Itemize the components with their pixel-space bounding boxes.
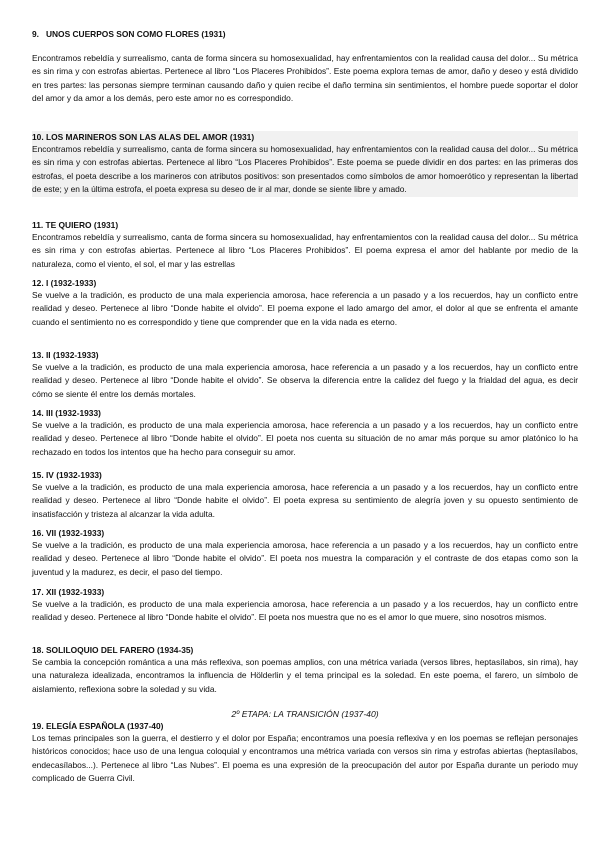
section-body: Encontramos rebeldía y surrealismo, canta de forma sincera su homosexualidad, hay enfrentamientos con la realidad causa del dolor... Su métrica es sin rima y con estrofas abiertas. Pertenece al libro “Los Placeres Prohibidos”. Este poema se puede dividir en dos partes: en las primeras dos estrofas, el poeta describe a los marineros con atributos positivos: son presentados como símbolos de amor homoerótico y representan la libertad de este; y en la última estrofa, el poeta expresa su deseo de ir al mar, donde se siente libre y amado.	[32, 144, 578, 195]
section-heading: 17. XII (1932-1933)	[32, 587, 105, 597]
section-17	[32, 586, 578, 625]
section-18	[32, 644, 578, 696]
section-body: Se vuelve a la tradición, es producto de una mala experiencia amorosa, hace referencia a un pasado y a los recuerdos, hay un conflicto entre realidad y deseo. Pertenece al libro “Donde habite el olvido”. El poeta nos muestra la comparación y el contraste de dos etapas como son la juventud y la madurez, es decir, el paso del tiempo.	[32, 540, 578, 577]
section-body: Se vuelve a la tradición, es producto de una mala experiencia amorosa, hace referencia a un pasado y a los recuerdos, hay un conflicto entre realidad y deseo. Pertenece al libro “Donde habite el olvido”. El poema expone el lado amargo del amor, el dolor al que se enfrenta el amante cuando el sentimiento no es correspondido y tiene que comprender que en la vida nada es eterno.	[32, 290, 578, 327]
section-heading: 14. III (1932-1933)	[32, 408, 101, 418]
section-heading: 10. LOS MARINEROS SON LAS ALAS DEL AMOR (1931)	[32, 132, 255, 142]
section-body: Se vuelve a la tradición, es producto de una mala experiencia amorosa, hace referencia a un pasado y a los recuerdos, hay un conflicto entre realidad y deseo. Pertenece al libro “Donde habite el olvido”. El poeta expresa su sentimiento de alegría joven y su opuesto sentimiento de insatisfacción y tristeza al alcanzar la vida adulta.	[32, 482, 578, 519]
section-14	[32, 407, 578, 459]
section-11	[32, 219, 578, 271]
section-heading: 9. UNOS CUERPOS SON COMO FLORES (1931)	[32, 29, 226, 39]
section-15	[32, 469, 578, 521]
section-heading: 16. VII (1932-1933)	[32, 528, 105, 538]
section-10	[32, 131, 578, 197]
section-body: Encontramos rebeldía y surrealismo, canta de forma sincera su homosexualidad, hay enfrentamientos con la realidad causa del dolor... Su métrica es sin rima y con estrofas abiertas. Pertenece al libro “Los Placeres Prohibidos”. El poema expresa el amor del hablante por medio de la naturaleza, como el viento, el sol, el mar y las estrellas	[32, 232, 578, 269]
section-heading: 19. ELEGÍA ESPAÑOLA (1937-40)	[32, 721, 164, 731]
section-heading: 11. TE QUIERO (1931)	[32, 220, 119, 230]
section-heading: 15. IV (1932-1933)	[32, 470, 102, 480]
section-body: Se vuelve a la tradición, es producto de una mala experiencia amorosa, hace referencia a un pasado y a los recuerdos, hay un conflicto entre realidad y deseo. Pertenece al libro “Donde habite el olvido”. El poeta nos muestra que no es el amor lo que muere, sino nosotros mismos.	[32, 599, 578, 623]
section-body: Se vuelve a la tradición, es producto de una mala experiencia amorosa, hace referencia a un pasado y a los recuerdos, hay un conflicto entre realidad y deseo. Pertenece al libro “Donde habite el olvido”. El poeta nos cuenta su situación de no amar más porque su amor platónico lo ha rechazado en todos los intentos que ha hecho para conseguir su amor.	[32, 420, 578, 457]
section-13	[32, 349, 578, 401]
section-12	[32, 277, 578, 329]
section-body: Encontramos rebeldía y surrealismo, canta de forma sincera su homosexualidad, hay enfrentamientos con la realidad causa del dolor... Su métrica es sin rima y con estrofas abiertas. Pertenece al libro “Los Placeres Prohibidos”. Este poema explora temas de amor, daño y deseo y está dividido en tres partes: las personas siempre terminan causando daño y quien recibe el daño termina sin sentimientos, el hombre puede soportar el dolor del amor y da amor a los demás, pero este amor no es correspondido.	[32, 53, 578, 104]
section-heading: 18. SOLILOQUIO DEL FARERO (1934-35)	[32, 645, 194, 655]
section-body: Se vuelve a la tradición, es producto de una mala experiencia amorosa, hace referencia a un pasado y a los recuerdos, hay un conflicto entre realidad y deseo. Pertenece al libro “Donde habite el olvido”. Se observa la diferencia entre la calidez del fuego y la frialdad del agua, es decir cómo se siente él entre los demás mortales.	[32, 362, 578, 399]
section-heading: 13. II (1932-1933)	[32, 350, 99, 360]
section-body: Se cambia la concepción romántica a una más reflexiva, son poemas amplios, con una métrica variada (versos libres, heptasílabos, sin rima), hay una naturaleza idealizada, encontramos la influencia de Hölderlin y el tema principal es la soledad. En este poema, el farero, un símbolo de aislamiento, reflexiona sobre la soledad y su vida.	[32, 657, 578, 694]
stage-heading: 2º ETAPA: LA TRANSICIÓN (1937-40)	[231, 709, 379, 719]
section-body: Los temas principales son la guerra, el destierro y el dolor por España; encontramos una poesía reflexiva y en los poemas se reflejan personajes históricos conocidos; hace uso de una lengua coloquial y encontramos una métrica variada con versos sin rima y estrofas abiertas (heptasílabos, endecasílabos...). Pertenece al libro “Las Nubes”. El poema es una expresión de la preocupación del autor por España durante un periodo muy complicado de Guerra Civil.	[32, 733, 578, 784]
section-9	[32, 28, 578, 106]
section-19	[32, 720, 578, 786]
section-heading: 12. I (1932-1933)	[32, 278, 97, 288]
section-16	[32, 527, 578, 579]
